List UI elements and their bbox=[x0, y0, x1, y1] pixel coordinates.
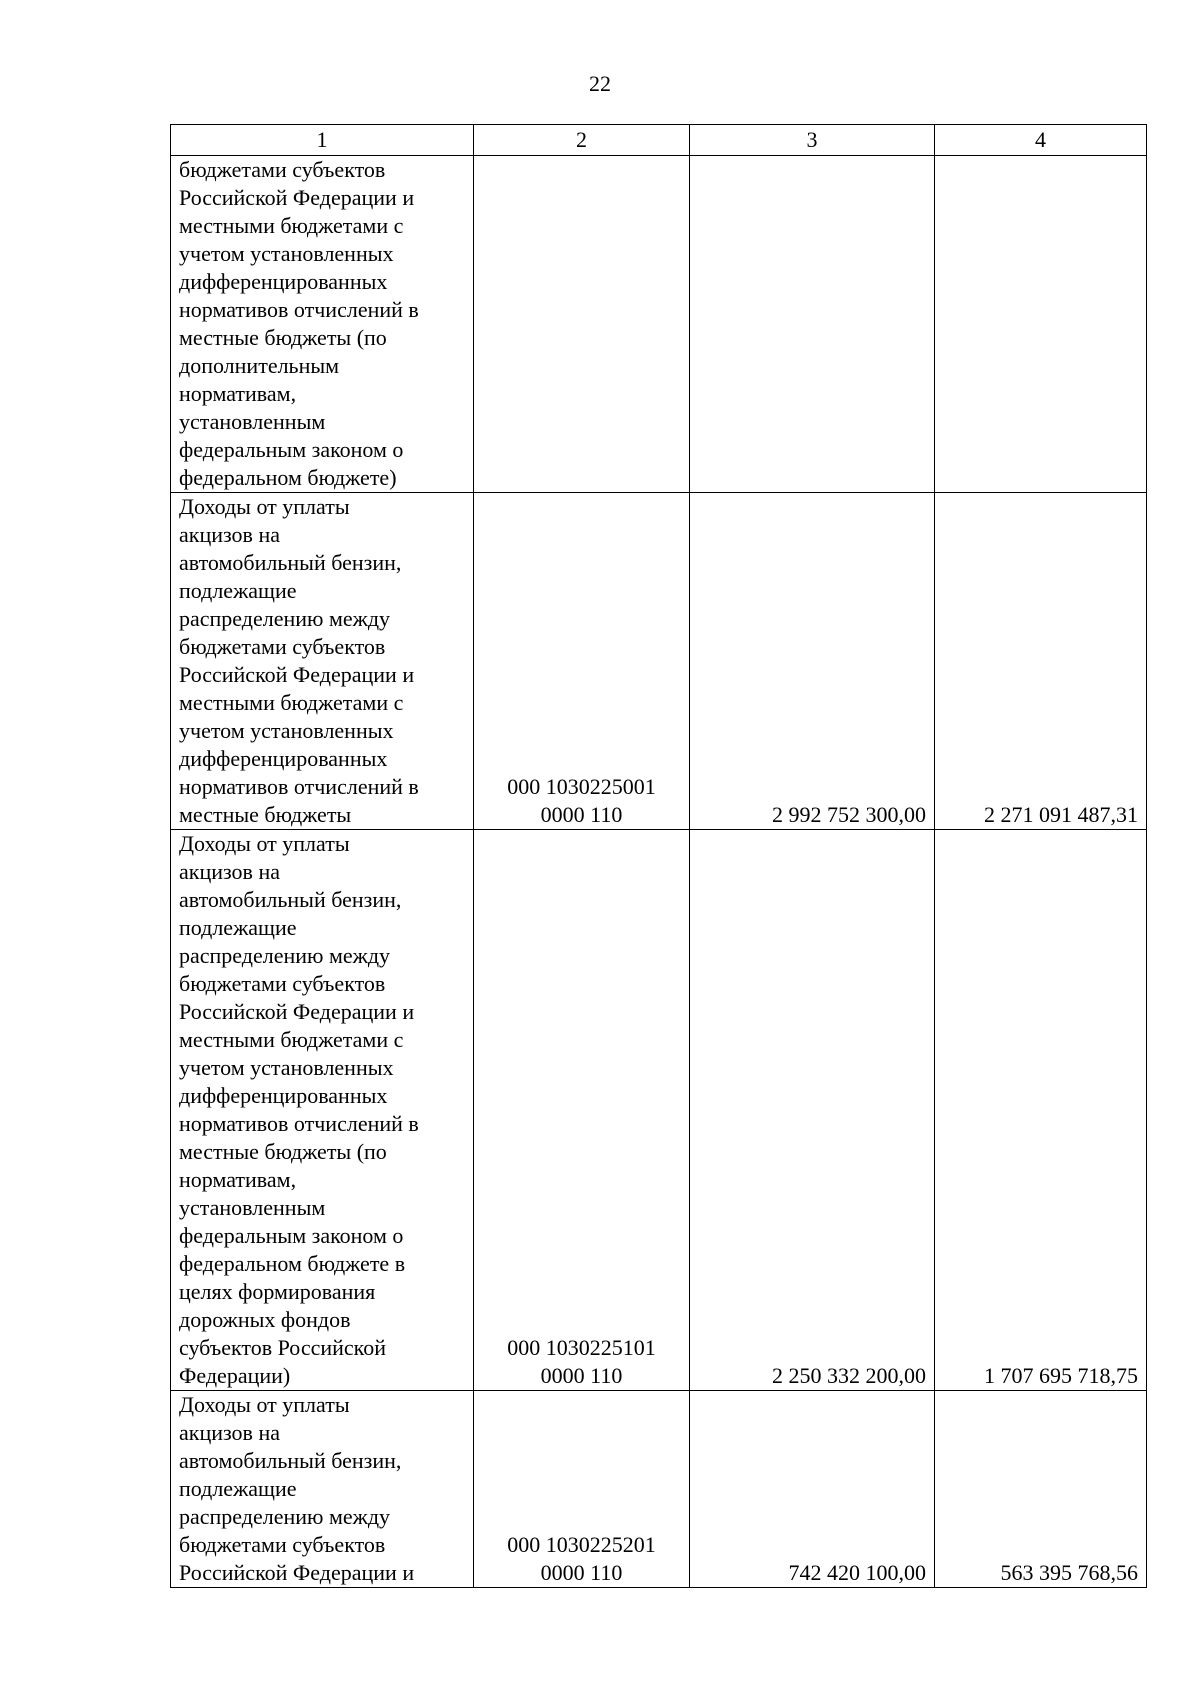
column-header: 2 bbox=[474, 125, 690, 156]
budget-code-cell: 000 1030225101 0000 110 bbox=[474, 830, 690, 1391]
planned-amount-cell bbox=[690, 156, 935, 493]
planned-amount-cell: 2 992 752 300,00 bbox=[690, 493, 935, 830]
table-row bbox=[171, 156, 1147, 493]
actual-amount-cell: 1 707 695 718,75 bbox=[935, 830, 1147, 1391]
actual-amount-cell bbox=[935, 156, 1147, 493]
column-header: 1 bbox=[171, 125, 474, 156]
actual-amount-cell: 563 395 768,56 bbox=[935, 1391, 1147, 1588]
budget-code-cell bbox=[474, 156, 690, 493]
column-header: 3 bbox=[690, 125, 935, 156]
column-header: 4 bbox=[935, 125, 1147, 156]
planned-amount-cell: 742 420 100,00 bbox=[690, 1391, 935, 1588]
actual-amount-cell: 2 271 091 487,31 bbox=[935, 493, 1147, 830]
planned-amount-cell: 2 250 332 200,00 bbox=[690, 830, 935, 1391]
table-header-row bbox=[171, 125, 1147, 156]
table-row bbox=[171, 830, 1147, 1391]
income-name-cell: Доходы от уплаты акцизов на автомобильный бензин, подлежащие распределению между бюджетами субъектов Российской Федерации и местными бюджетами с учетом установленных дифференцированных нормативов отчислений в местные бюджеты bbox=[171, 493, 474, 830]
income-name-cell: Доходы от уплаты акцизов на автомобильный бензин, подлежащие распределению между бюджетами субъектов Российской Федерации и местными бюджетами с учетом установленных дифференцированных нормативов отчислений в местные бюджеты (по нормативам, установленным федеральным законом о федеральном бюджете в целях формирования дорожных фондов субъектов Российской Федерации) bbox=[171, 830, 474, 1391]
budget-revenue-table bbox=[170, 124, 1147, 1588]
income-name-cell: бюджетами субъектов Российской Федерации и местными бюджетами с учетом установленных дифференцированных нормативов отчислений в местные бюджеты (по дополнительным нормативам, установленным федеральным законом о федеральном бюджете) bbox=[171, 156, 474, 493]
budget-code-cell: 000 1030225001 0000 110 bbox=[474, 493, 690, 830]
income-name-cell: Доходы от уплаты акцизов на автомобильный бензин, подлежащие распределению между бюджетами субъектов Российской Федерации и bbox=[171, 1391, 474, 1588]
table-row bbox=[171, 1391, 1147, 1588]
table-row bbox=[171, 493, 1147, 830]
page-number: 22 bbox=[589, 71, 611, 96]
budget-code-cell: 000 1030225201 0000 110 bbox=[474, 1391, 690, 1588]
